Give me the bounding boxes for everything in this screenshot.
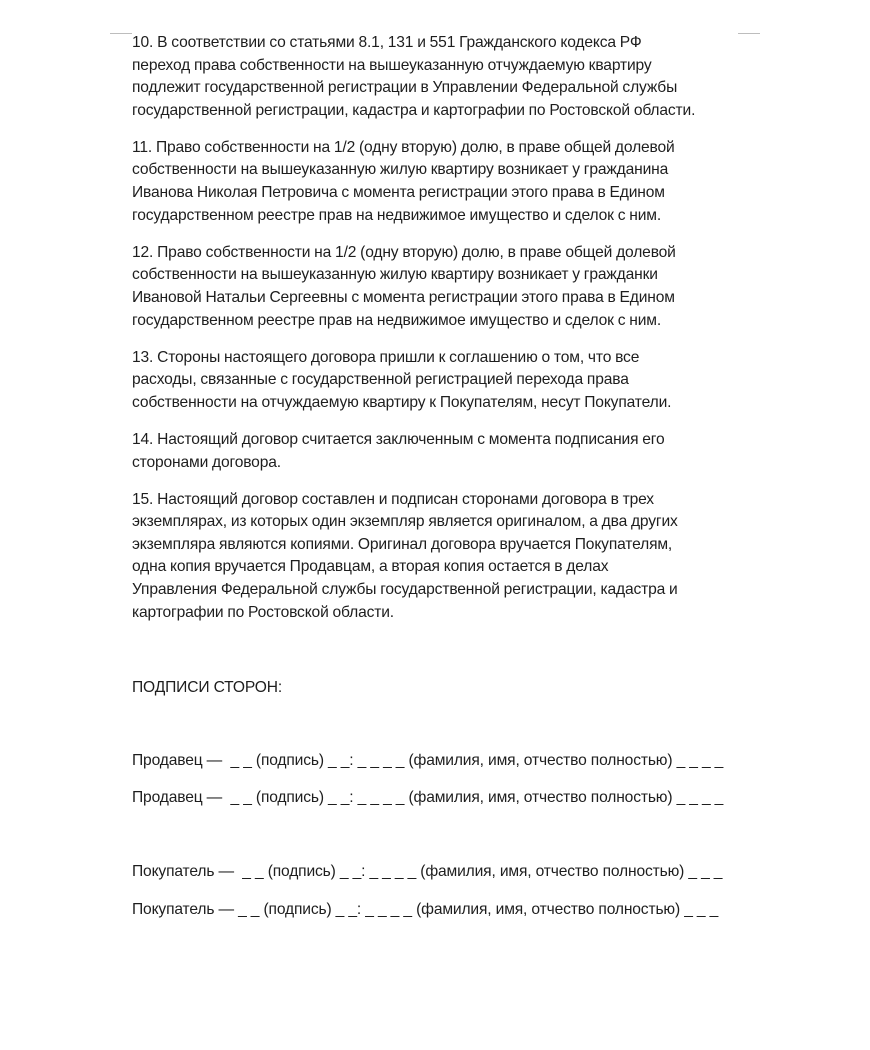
clause-line: 15. Настоящий договор составлен и подписан сторонами договора в трех [132,490,654,508]
clause-line: экземплярах, из которых один экземпляр является оригиналом, а два других [132,513,678,531]
clause-line: Ивановой Натальи Сергеевны с момента регистрации этого права в Едином [132,288,675,306]
buyer-signature-line-1: Покупатель — _ _ (подпись) _ _: _ _ _ _ (фамилия, имя, отчество полностью) _ _ _ [132,863,723,880]
clause-line: расходы, связанные с государственной регистрацией перехода права [132,371,629,389]
clause-line: государственном реестре прав на недвижимое имущество и сделок с ним. [132,311,662,329]
page-corner-mark-left [110,33,132,34]
clause-10 [132,32,757,122]
clause-15 [132,489,757,625]
clause-line: 11. Право собственности на 1/2 (одну вторую) долю, в праве общей долевой [132,138,675,156]
clause-line: собственности на вышеуказанную жилую квартиру возникает у гражданина [132,161,669,179]
clause-line: 10. В соответствии со статьями 8.1, 131 и 551 Гражданского кодекса РФ [132,34,642,51]
document-body [132,32,757,639]
clause-line: 14. Настоящий договор считается заключенным с момента подписания его [132,430,665,448]
clause-line: государственной регистрации, кадастра и картографии по Ростовской области. [132,101,696,119]
clause-12 [132,242,757,332]
clause-line: 12. Право собственности на 1/2 (одну вторую) долю, в праве общей долевой [132,243,676,261]
clause-line: собственности на вышеуказанную жилую квартиру возникает у гражданки [132,266,658,284]
clause-14 [132,429,757,474]
clause-13 [132,347,757,415]
clause-line: переход права собственности на вышеуказанную отчуждаемую квартиру [132,56,652,74]
signatures-heading: ПОДПИСИ СТОРОН: [132,679,283,696]
seller-signature-line-1: Продавец — _ _ (подпись) _ _: _ _ _ _ (фамилия, имя, отчество полностью) _ _ _ _ [132,752,724,769]
clause-line: государственном реестре прав на недвижимое имущество и сделок с ним. [132,206,662,224]
clause-line: 13. Стороны настоящего договора пришли к соглашению о том, что все [132,348,640,366]
clause-line: экземпляра являются копиями. Оригинал договора вручается Покупателям, [132,535,673,553]
buyer-signature-line-2: Покупатель — _ _ (подпись) _ _: _ _ _ _ (фамилия, имя, отчество полностью) _ _ _ [132,901,719,918]
clause-line: одна копия вручается Продавцам, а вторая копия остается в делах [132,558,609,576]
clause-line: подлежит государственной регистрации в Управлении Федеральной службы [132,79,678,97]
clause-line: Иванова Николая Петровича с момента регистрации этого права в Едином [132,184,665,202]
seller-signature-line-2: Продавец — _ _ (подпись) _ _: _ _ _ _ (фамилия, имя, отчество полностью) _ _ _ _ [132,789,724,806]
clause-11 [132,137,757,227]
clause-line: Управления Федеральной службы государственной регистрации, кадастра и [132,580,678,598]
clause-line: картографии по Ростовской области. [132,603,394,621]
clause-line: сторонами договора. [132,453,281,471]
clause-line: собственности на отчуждаемую квартиру к Покупателям, несут Покупатели. [132,393,672,411]
